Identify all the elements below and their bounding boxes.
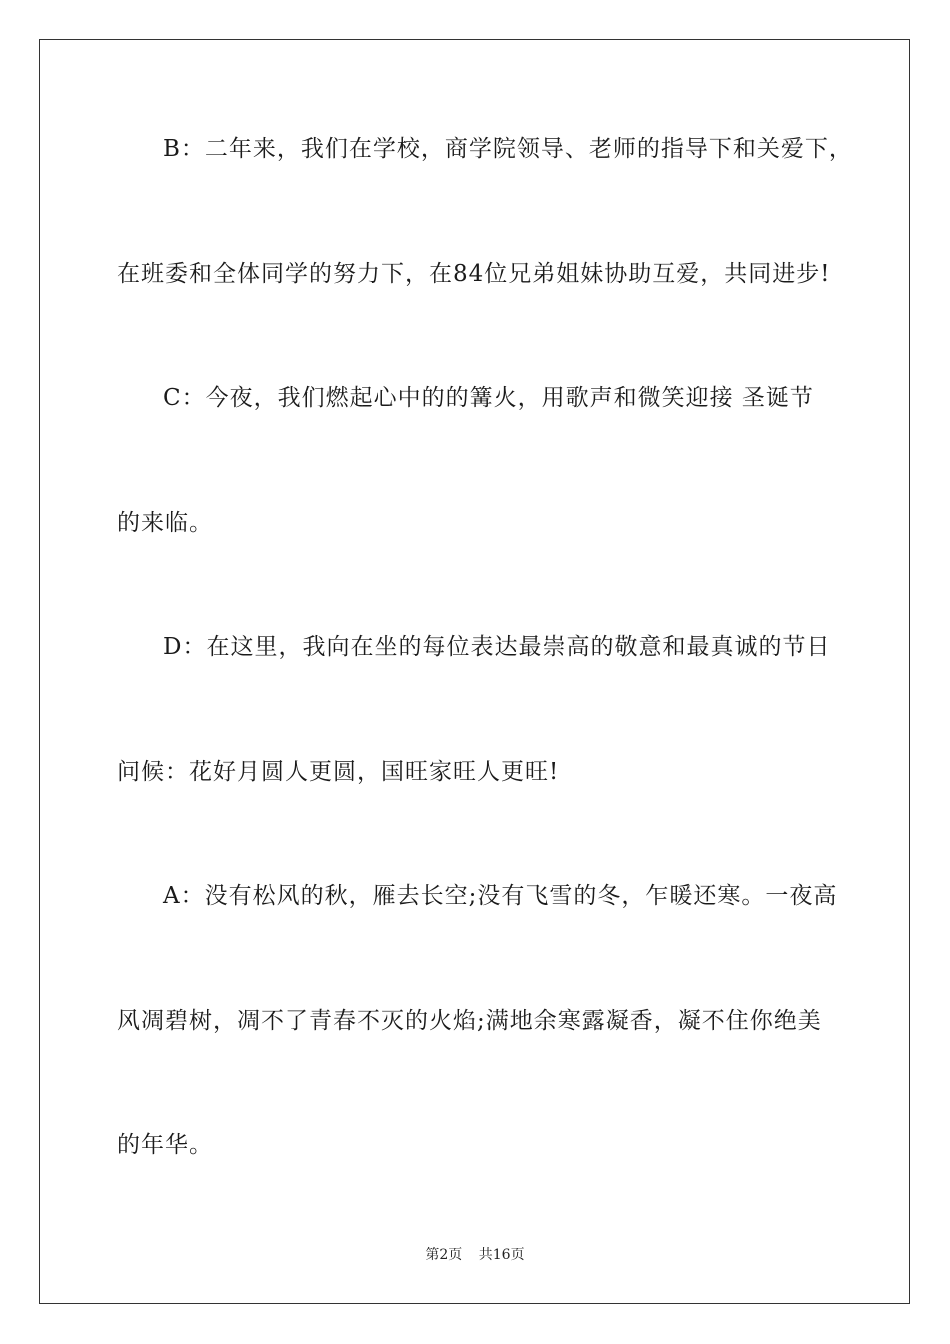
paragraph-b-line-2: 在班委和全体同学的努力下，在84位兄弟姐妹协助互爱，共同进步! xyxy=(117,261,831,287)
page-border xyxy=(39,39,910,1304)
paragraph-d-line-2: 问候：花好月圆人更圆，国旺家旺人更旺! xyxy=(117,759,560,785)
paragraph-a-line-1: A：没有松风的秋，雁去长空;没有飞雪的冬，乍暖还寒。一夜高 xyxy=(163,883,838,909)
paragraph-b-line-1: B：二年来，我们在学校，商学院领导、老师的指导下和关爱下， xyxy=(163,136,853,162)
paragraph-a-line-3: 的年华。 xyxy=(117,1132,213,1158)
page-total: 共16页 xyxy=(478,1247,525,1263)
paragraph-c-line-1: C：今夜，我们燃起心中的的篝火，用歌声和微笑迎接 圣诞节 xyxy=(163,385,814,411)
page-footer xyxy=(0,1244,950,1264)
paragraph-d-line-1: D：在这里，我向在坐的每位表达最崇高的敬意和最真诚的节日 xyxy=(163,634,831,660)
paragraph-c-line-2: 的来临。 xyxy=(117,510,213,536)
page-number: 第2页 xyxy=(425,1247,463,1263)
paragraph-a-line-2: 风凋碧树，凋不了青春不灭的火焰;满地余寒露凝香，凝不住你绝美 xyxy=(117,1008,822,1034)
